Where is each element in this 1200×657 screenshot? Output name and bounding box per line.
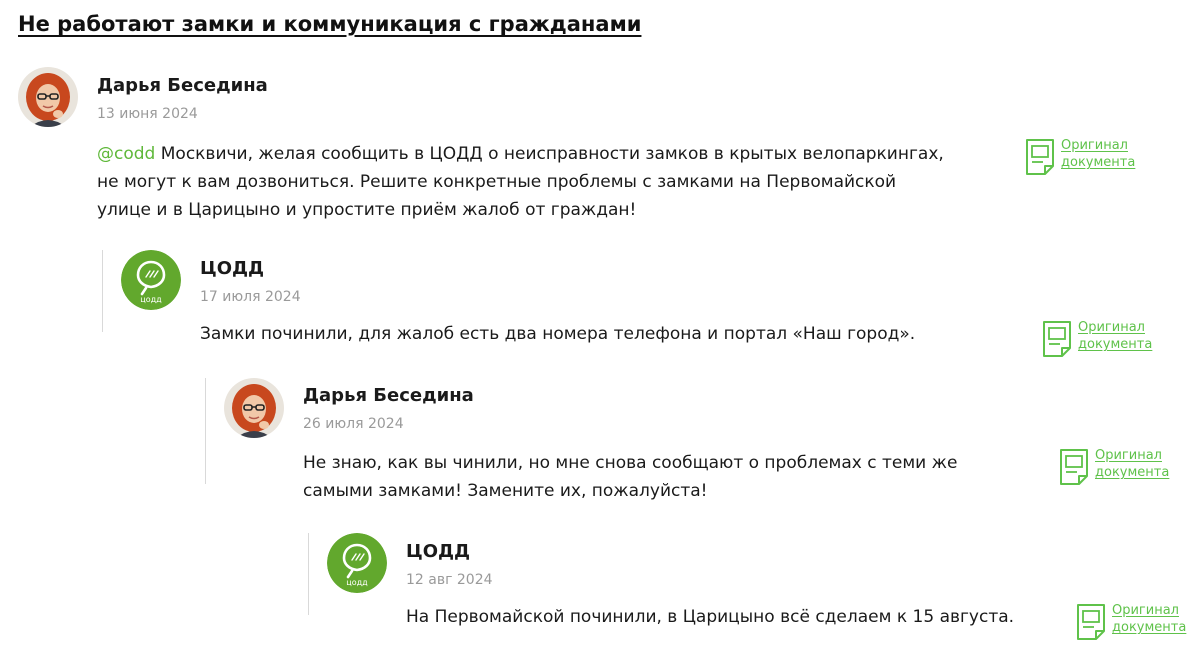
original-document-link[interactable]	[1059, 448, 1169, 486]
thread-title: Не работают замки и коммуникация с гражданами	[18, 12, 642, 36]
author-name[interactable]: Дарья Беседина	[303, 385, 474, 406]
document-icon	[1042, 320, 1072, 358]
author-name[interactable]: Дарья Беседина	[97, 75, 268, 96]
message-text: Не знаю, как вы чинили, но мне снова сообщают о проблемах с теми же самыми замками! Замените их, пожалуйста!	[303, 453, 958, 501]
thread-rail	[205, 378, 206, 484]
user-avatar[interactable]	[224, 378, 284, 438]
original-document-label[interactable]: Оригинал документа	[1061, 138, 1136, 170]
user-avatar[interactable]	[18, 67, 78, 127]
codd-logo-icon	[327, 533, 387, 593]
message-body: Москвичи, желая сообщить в ЦОДД о неисправности замков в крытых велопаркингах, не могут к вам дозвониться. Решите конкретные проблемы с замками на Первомайской улице и в Царицыно и упростите приём жалоб от граждан!	[97, 144, 944, 220]
document-icon	[1025, 138, 1055, 176]
mention-link[interactable]: @codd	[97, 144, 156, 164]
author-name[interactable]: ЦОДД	[200, 258, 265, 279]
codd-avatar[interactable]	[121, 250, 181, 310]
svg-text:цодд: цодд	[140, 295, 162, 304]
original-document-label[interactable]: Оригинал документа	[1112, 603, 1187, 635]
codd-logo-icon	[121, 250, 181, 310]
message-date: 13 июня 2024	[97, 106, 198, 122]
document-icon	[1076, 603, 1106, 641]
message-date: 12 авг 2024	[406, 572, 493, 588]
author-name[interactable]: ЦОДД	[406, 541, 471, 562]
thread-rail	[102, 250, 103, 332]
message-text	[97, 140, 952, 224]
original-document-label[interactable]: Оригинал документа	[1078, 320, 1153, 352]
message-text: На Первомайской починили, в Царицыно всё сделаем к 15 августа.	[406, 607, 1015, 627]
thread-rail	[308, 533, 309, 615]
document-icon	[1059, 448, 1089, 486]
message-date: 26 июля 2024	[303, 416, 404, 432]
original-document-link[interactable]	[1076, 603, 1186, 641]
user-avatar-image	[18, 67, 78, 127]
user-avatar-image	[224, 378, 284, 438]
original-document-link[interactable]	[1042, 320, 1152, 358]
svg-text:цодд: цодд	[346, 578, 368, 587]
codd-avatar[interactable]	[327, 533, 387, 593]
message-text: Замки починили, для жалоб есть два номера телефона и портал «Наш город».	[200, 324, 916, 344]
message-date: 17 июля 2024	[200, 289, 301, 305]
original-document-link[interactable]	[1025, 138, 1135, 176]
original-document-label[interactable]: Оригинал документа	[1095, 448, 1170, 480]
